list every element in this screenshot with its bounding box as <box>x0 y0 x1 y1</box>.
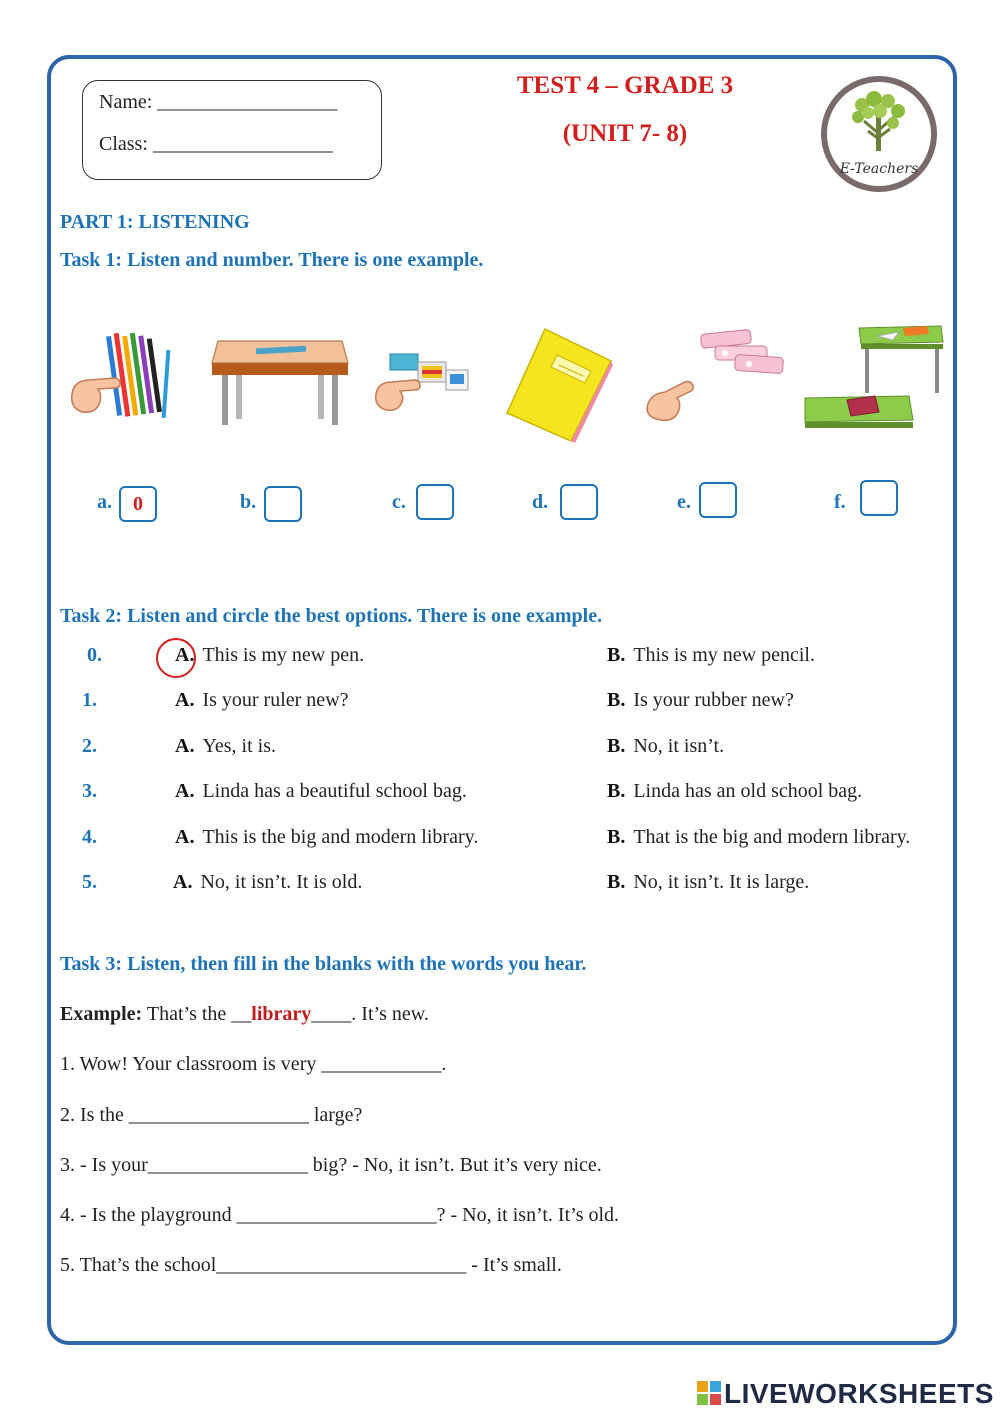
answer-box-c[interactable] <box>416 484 454 520</box>
answer-box-d[interactable] <box>560 484 598 520</box>
t2-row4-option-b[interactable]: B. That is the big and modern library. <box>607 826 911 848</box>
example-answer: library <box>251 1003 312 1025</box>
t2-row3-option-a[interactable]: A. Linda has a beautiful school bag. <box>175 780 467 802</box>
t2-row0-option-b[interactable]: B. This is my new pencil. <box>607 644 815 666</box>
task3-line-4[interactable]: 4. - Is the playground ____________________? - No, it isn’t. It’s old. <box>60 1204 620 1226</box>
t2-row1-option-b[interactable]: B. Is your rubber new? <box>607 689 794 711</box>
yellow-notebook-image <box>505 325 615 445</box>
t2-row5-option-b[interactable]: B. No, it isn’t. It is large. <box>607 871 810 893</box>
name-field[interactable]: Name: __________________ <box>99 91 338 113</box>
task3-line-3[interactable]: 3. - Is your________________ big? - No, it isn’t. But it’s very nice. <box>60 1154 602 1176</box>
example-after: ____. It’s new. <box>311 1003 429 1025</box>
liveworksheets-logo-icon <box>697 1381 721 1405</box>
task3-line-5[interactable]: 5. That’s the school_________________________ - It’s small. <box>60 1254 562 1276</box>
pencil-cases-pointing-image <box>645 328 790 428</box>
example-before: That’s the __ <box>146 1003 252 1025</box>
task3-example <box>60 1003 429 1026</box>
liveworksheets-brand[interactable]: LIVEWORKSHEETS <box>724 1378 994 1409</box>
rubbers-pointing-image <box>374 350 474 415</box>
unit-subtitle: (UNIT 7- 8) <box>562 120 688 147</box>
task3-line-2[interactable]: 2. Is the __________________ large? <box>60 1104 363 1126</box>
task2-heading: Task 2: Listen and circle the best options. There is one example. <box>60 605 603 627</box>
t2-row4-option-a[interactable]: A. This is the big and modern library. <box>175 826 479 848</box>
e-teachers-logo <box>818 73 940 195</box>
class-field[interactable]: Class: __________________ <box>99 133 333 155</box>
example-label: Example: <box>60 1003 143 1025</box>
t2-row0-option-a[interactable]: A. This is my new pen. <box>175 644 365 666</box>
t2-row5-option-a[interactable]: A. No, it isn’t. It is old. <box>173 871 363 893</box>
task3-heading: Task 3: Listen, then fill in the blanks with the words you hear. <box>60 953 587 975</box>
t2-num-0: 0. <box>87 644 102 666</box>
t2-num-3: 3. <box>82 780 97 802</box>
desk-with-ruler-image <box>210 335 350 430</box>
logo-text: E-Teachers <box>839 161 919 177</box>
part1-heading: PART 1: LISTENING <box>60 211 250 233</box>
t2-num-4: 4. <box>82 826 97 848</box>
t2-num-1: 1. <box>82 689 97 711</box>
item-d-label: d. <box>532 491 549 513</box>
pencils-pointing-image <box>68 328 178 428</box>
item-e-label: e. <box>677 491 691 513</box>
t2-row3-option-b[interactable]: B. Linda has an old school bag. <box>607 780 863 802</box>
answer-box-e[interactable] <box>699 482 737 518</box>
item-a-label: a. <box>97 491 112 513</box>
item-c-label: c. <box>392 491 406 513</box>
books-on-desks-image <box>803 322 948 434</box>
t2-row1-option-a[interactable]: A. Is your ruler new? <box>175 689 349 711</box>
answer-box-a[interactable]: 0 <box>119 486 157 522</box>
task3-line-1[interactable]: 1. Wow! Your classroom is very ____________. <box>60 1053 447 1075</box>
item-b-label: b. <box>240 491 257 513</box>
task1-heading: Task 1: Listen and number. There is one example. <box>60 249 484 271</box>
t2-row2-option-b[interactable]: B. No, it isn’t. <box>607 735 725 757</box>
answer-box-b[interactable] <box>264 486 302 522</box>
item-f-label: f. <box>834 491 846 513</box>
answer-box-f[interactable] <box>860 480 898 516</box>
t2-num-2: 2. <box>82 735 97 757</box>
test-title: TEST 4 – GRADE 3 <box>516 72 734 99</box>
t2-num-5: 5. <box>82 871 97 893</box>
t2-row2-option-a[interactable]: A. Yes, it is. <box>175 735 277 757</box>
name-class-box <box>82 80 382 180</box>
